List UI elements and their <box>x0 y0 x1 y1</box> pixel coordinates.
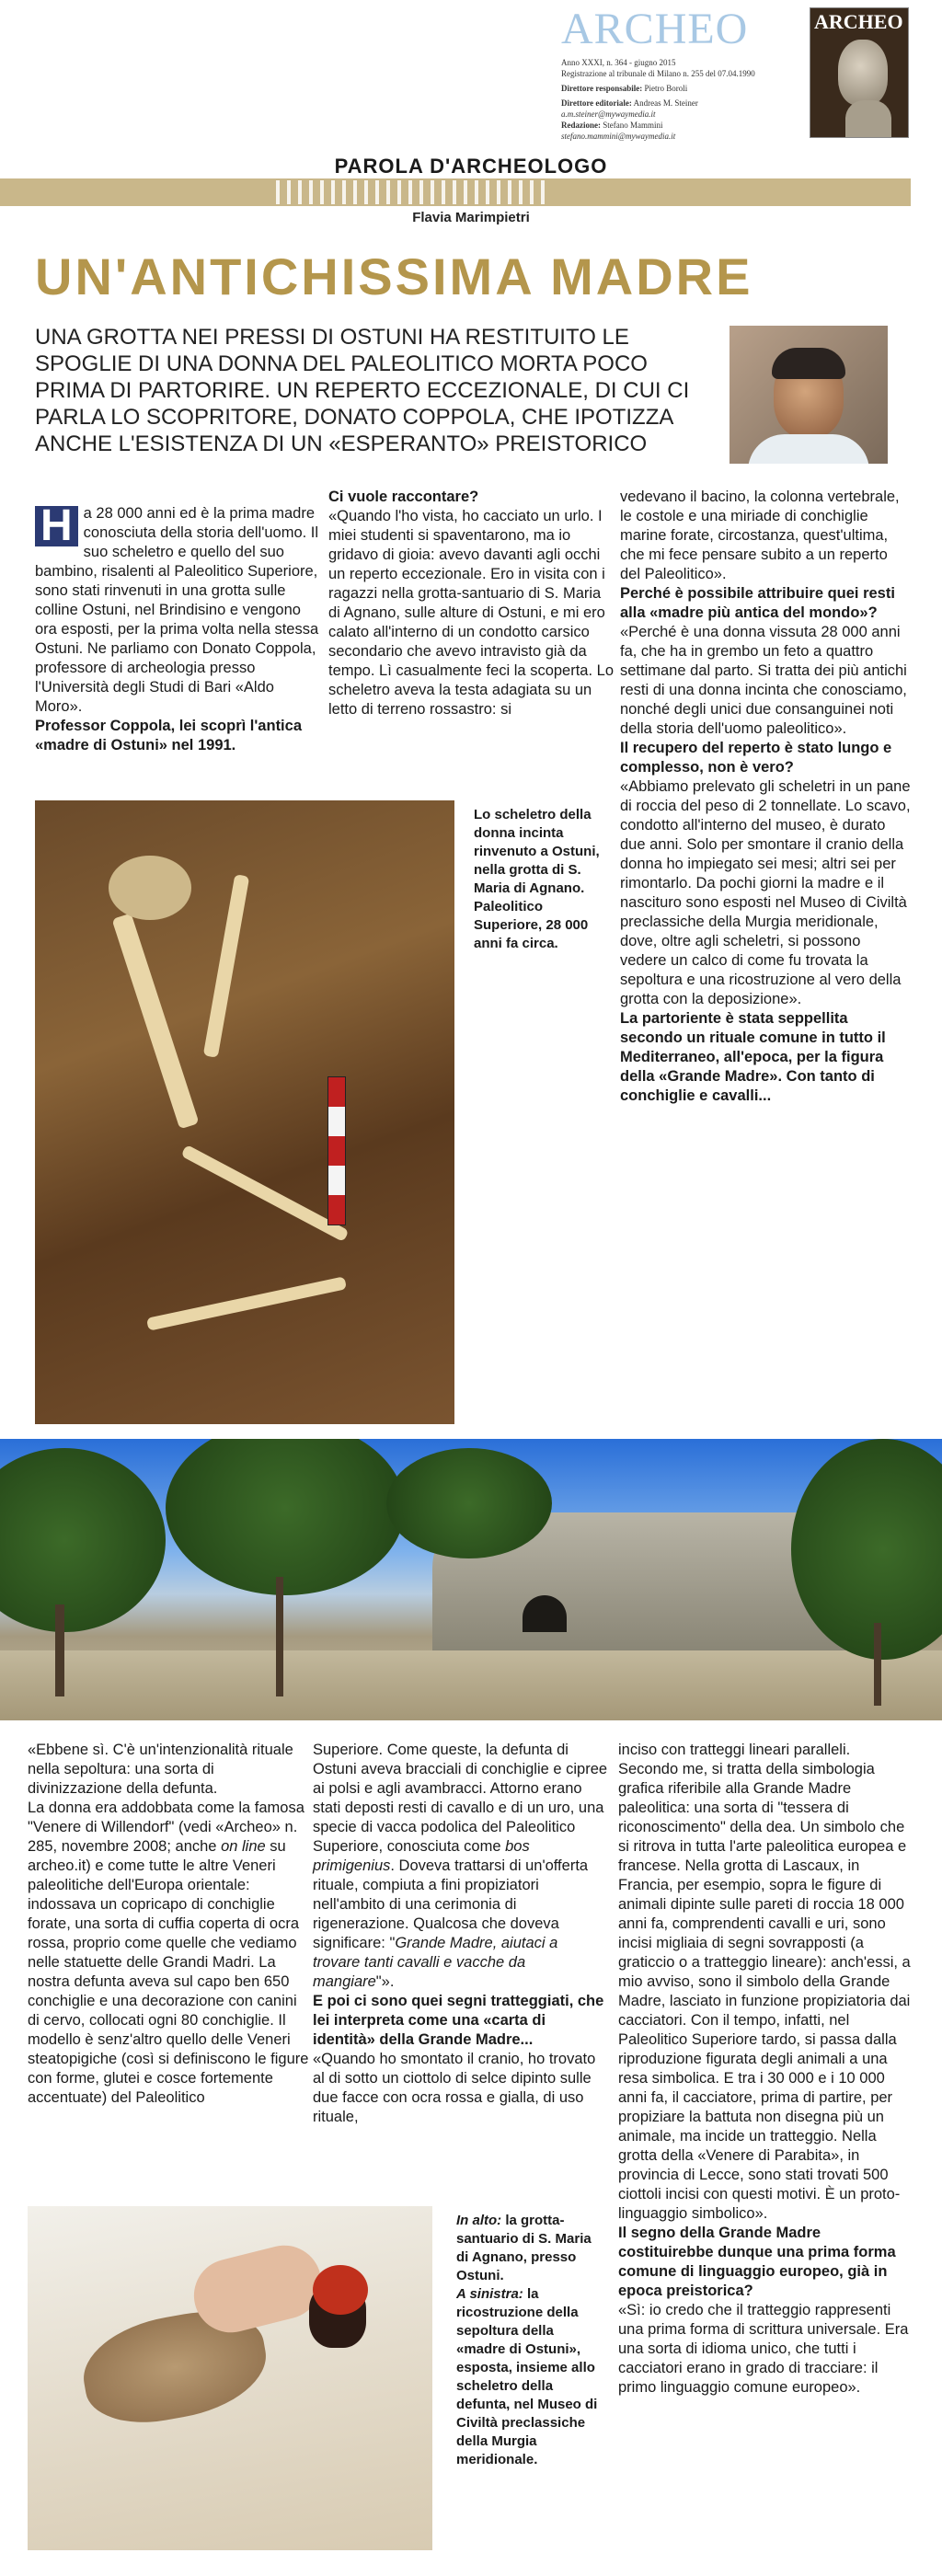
question-1: Professor Coppola, lei scoprì l'antica «madre di Ostuni» nel 1991. <box>35 718 302 753</box>
answer-6: «Quando ho smontato il cranio, ho trovato al di sotto un ciottolo di selce dipinto sulle due facce con ocra rossa e gialla, di uso rituale, <box>313 2051 596 2125</box>
registration-line: Registrazione al tribunale di Milano n. 255 del 07.04.1990 <box>561 69 755 78</box>
editorial-line: Direttore editoriale: Andreas M. Steiner <box>561 98 698 108</box>
tree <box>386 1448 552 1558</box>
column-3 <box>620 488 911 1106</box>
caption-photos: In alto: la grotta-santuario di S. Maria di Agnano, presso Ostuni. A sinistra: la ricostruzione della sepoltura della «madre di Ostuni», esposta, insieme allo scheletro della defunta, nel Museo di Civiltà preclassiche della Murgia meridionale. <box>456 2213 598 2467</box>
skeleton-bone <box>203 874 249 1058</box>
measuring-rod <box>327 1076 346 1225</box>
masthead-info <box>561 57 791 142</box>
column-2 <box>328 488 615 719</box>
skeleton-bone <box>111 913 199 1129</box>
headline: UN'ANTICHISSIMA MADRE <box>35 247 753 305</box>
director-line: Direttore responsabile: Pietro Boroli <box>561 84 688 93</box>
answer-7: «Sì: io credo che il tratteggio rappresenti una prima forma di scrittura universale. Era una sorta di idioma unico, che tutti i cacciatori erano in grado di tracciare: il primo linguaggio comune europeo». <box>618 2302 909 2396</box>
cover-bust-image <box>838 40 888 106</box>
author-portrait <box>729 326 888 464</box>
tree <box>0 1448 166 1632</box>
tree-trunk <box>55 1604 64 1696</box>
magazine-logo: ARCHEO <box>561 5 749 53</box>
lead-paragraph: UNA GROTTA NEI PRESSI DI OSTUNI HA RESTITUITO LE SPOGLIE DI UNA DONNA DEL PALEOLITICO MORTA POCO PRIMA DI PARTORIRE. UN REPERTO ECCEZIONALE, DI CUI CI PARLA LO SCOPRITORE, DONATO COPPOLA, CHE IPOTIZZA ANCHE L'ESISTENZA DI UN «ESPERANTO» PREISTORICO <box>35 325 690 456</box>
cave-panorama-photo <box>0 1439 942 1720</box>
section-title: PAROLA D'ARCHEOLOGO <box>334 155 608 178</box>
skeleton-photo <box>35 800 454 1424</box>
author-name: Flavia Marimpietri <box>412 210 530 225</box>
portrait-shirt <box>748 434 869 464</box>
cave-entrance <box>523 1595 567 1632</box>
answer-5: «Ebbene sì. C'è un'intenzionalità rituale nella sepoltura: una sorta di divinizzazione della defunta. <box>28 1742 293 1797</box>
issue-line: Anno XXXI, n. 364 - giugno 2015 <box>561 58 676 67</box>
portrait-hair <box>772 348 845 379</box>
caption-skeleton: Lo scheletro della donna incinta rinvenuto a Ostuni, nella grotta di S. Maria di Agnano. Paleolitico Superiore, 28 000 anni fa circa. <box>474 807 600 951</box>
reconstruction-figure <box>186 2237 328 2340</box>
burial-reconstruction-photo <box>28 2206 432 2550</box>
tree-trunk <box>874 1623 881 1706</box>
dropcap: H <box>35 506 78 546</box>
answer-6-cont: inciso con tratteggi lineari paralleli. Secondo me, si tratta della simbologia grafica riferibile alla Grande Madre paleolitica: una sorta di "tessera di riconoscimento" della dea. Un simbolo che si ritrova in tutta l'arte paleolitica europea e francese. Nella grotta di Lascaux, in Francia, per esempio, sopra le figure di animali dipinte sulle pareti di roccia 18 000 anni fa, comprendenti cavalli e uri, sono incisi migliaia di segni sovrapposti (a graticcio o a tratteggio lineare): anch'essi, a mio avviso, sono il simbolo della Grande Madre, lasciato in funzione propiziatoria dai cacciatori. Con il tempo, infatti, nel Paleolitico Superiore tardo, si passa dalla riproduzione figurata degli animali a una resa simbolica. E tra i 30 000 e i 10 000 anni fa, il cacciatore, prima di partire, per propiziare la battuta non disegna più un animale, ma incide un tratteggio. Nella grotta della «Venere di Parabita», in provincia di Lecce, sono stati trovati 500 ciottoli incisi con questi motivi. È un proto-linguaggio simbolico». <box>618 1742 911 2222</box>
ground <box>0 1650 942 1720</box>
column-1 <box>35 501 320 755</box>
skull <box>109 856 191 920</box>
question-5: La partoriente è stata seppellita secondo un rituale comune in tutto il Mediterraneo, all'epoca, per la figura della «Grande Madre». Con tanto di conchiglie e cavalli... <box>620 1010 886 1104</box>
tree-trunk <box>276 1577 283 1696</box>
answer-4: «Abbiamo prelevato gli scheletri in un pane di roccia del peso di 2 tonnellate. Lo scavo, condotto all'interno del museo, è durato due anni. Solo per smontare il cranio della donna ho impiegato sei mesi; altri sei per rimontarlo. Da pochi giorni la madre e il nascituro sono esposti nel Museo di Civiltà preclassiche della Murgia meridionale, dove, oltre agli scheletri, si possono vedere un calco di come fu trovata la sepoltura e una ricostruzione al vero della grotta con la deposizione». <box>620 778 911 1007</box>
cover-title: ARCHEO <box>814 10 903 33</box>
skeleton-bone <box>180 1144 349 1242</box>
shell-headdress <box>313 2265 368 2315</box>
answer-5-cont: La donna era addobbata come la famosa "Venere di Willendorf" (vedi «Archeo» n. 285, novembre 2008; anche on line su archeo.it) e come tutte le altre Veneri paleolitiche dell'Europa orientale: indossava un copricapo di conchiglie forate, una sorta di cuffia coperta di ocra rossa, proprio come quelle che vediamo nelle statuette delle Grandi Madri. La nostra defunta aveva sul capo ben 650 conchiglie e una decorazione con canini di cervo, collocati ogni 80 conchiglie. Il modello è senz'altro quello delle Veneri steatopigiche (così si definiscono le figure con forme, glutei e cosce fortemente accentuate) del Paleolitico <box>28 1800 309 2106</box>
answer-2-cont: vedevano il bacino, la colonna vertebrale, le costole e una miriade di conchiglie marine forate, circostanza, quest'ultima, che mi fece pensare subito a un reperto del Paleolitico». <box>620 489 900 582</box>
editorial-email: a.m.steiner@mywaymedia.it <box>561 109 656 119</box>
question-2: Ci vuole raccontare? <box>328 489 479 505</box>
cover-thumbnail <box>810 7 909 138</box>
question-4: Il recupero del reperto è stato lungo e complesso, non è vero? <box>620 740 892 776</box>
answer-2: «Quando l'ho vista, ho cacciato un urlo. I miei studenti si spaventarono, ma io gridavo di gioia: avevo davanti agli occhi un reperto eccezionale. Ero in visita con i ragazzi nella grotta-santuario di S. Maria di Agnano, sulle alture di Ostuni, e mi ero calato all'interno di un condotto carsico secondario che avevo intravisto già da tempo. Lì casualmente feci la scoperta. Lo scheletro aveva la testa adagiata su un letto di terreno rossastro: si <box>328 508 615 718</box>
answer-5-end: Superiore. Come queste, la defunta di Ostuni aveva bracciali di conchiglie e cipree ai polsi e agli avambracci. Attorno erano stati deposti resti di cavallo e di un uro, una specie di vacca podolica del Paleolitico Superiore, conosciuta come bos primigenius. Doveva trattarsi di un'offerta rituale, compiuta a fini propiziatori nell'ambito di una cerimonia di rigenerazione. Qualcosa che doveva significare: "Grande Madre, aiutaci a trovare tanti cavalli e vacche da mangiare"». <box>313 1742 608 1990</box>
question-3: Perché è possibile attribuire quei resti alla «madre più antica del mondo»? <box>620 585 895 621</box>
meander-ornament <box>276 180 552 204</box>
redazione-line: Redazione: Stefano Mammini <box>561 121 663 130</box>
question-7: Il segno della Grande Madre costituirebbe dunque una prima forma comune di linguaggio europeo, già in epoca preistorica? <box>618 2225 896 2299</box>
bottom-column-3 <box>618 1741 911 2398</box>
redazione-email: stefano.mammini@mywaymedia.it <box>561 132 676 141</box>
bottom-column-1 <box>28 1741 313 2108</box>
tree <box>166 1439 405 1595</box>
bottom-column-2 <box>313 1741 609 2127</box>
cover-bust-shoulders <box>845 100 891 137</box>
skeleton-bone <box>146 1276 347 1330</box>
answer-3: «Perché è una donna vissuta 28 000 anni fa, che ha in grembo un feto a quattro settimane dal parto. Si tratta dei più antichi resti di una donna incinta che conosciamo, nonché degli unici due consanguinei noti della storia dell'uomo paleolitico». <box>620 624 907 737</box>
question-6: E poi ci sono quei segni tratteggiati, che lei interpreta come una «carta di identità» della Grande Madre... <box>313 1993 604 2048</box>
intro-paragraph: H a 28 000 anni ed è la prima madre conosciuta della storia dell'uomo. Il suo scheletro e quello del suo bambino, risalenti al Paleolitico Superiore, sono stati rinvenuti in una grotta sulle colline Ostuni, nel Brindisino e vengono ora esposti, per la prima volta nella stessa Ostuni. Ne parliamo con Donato Coppola, professore di archeologia presso l'Università degli Studi di Bari «Aldo Moro». <box>35 501 319 715</box>
